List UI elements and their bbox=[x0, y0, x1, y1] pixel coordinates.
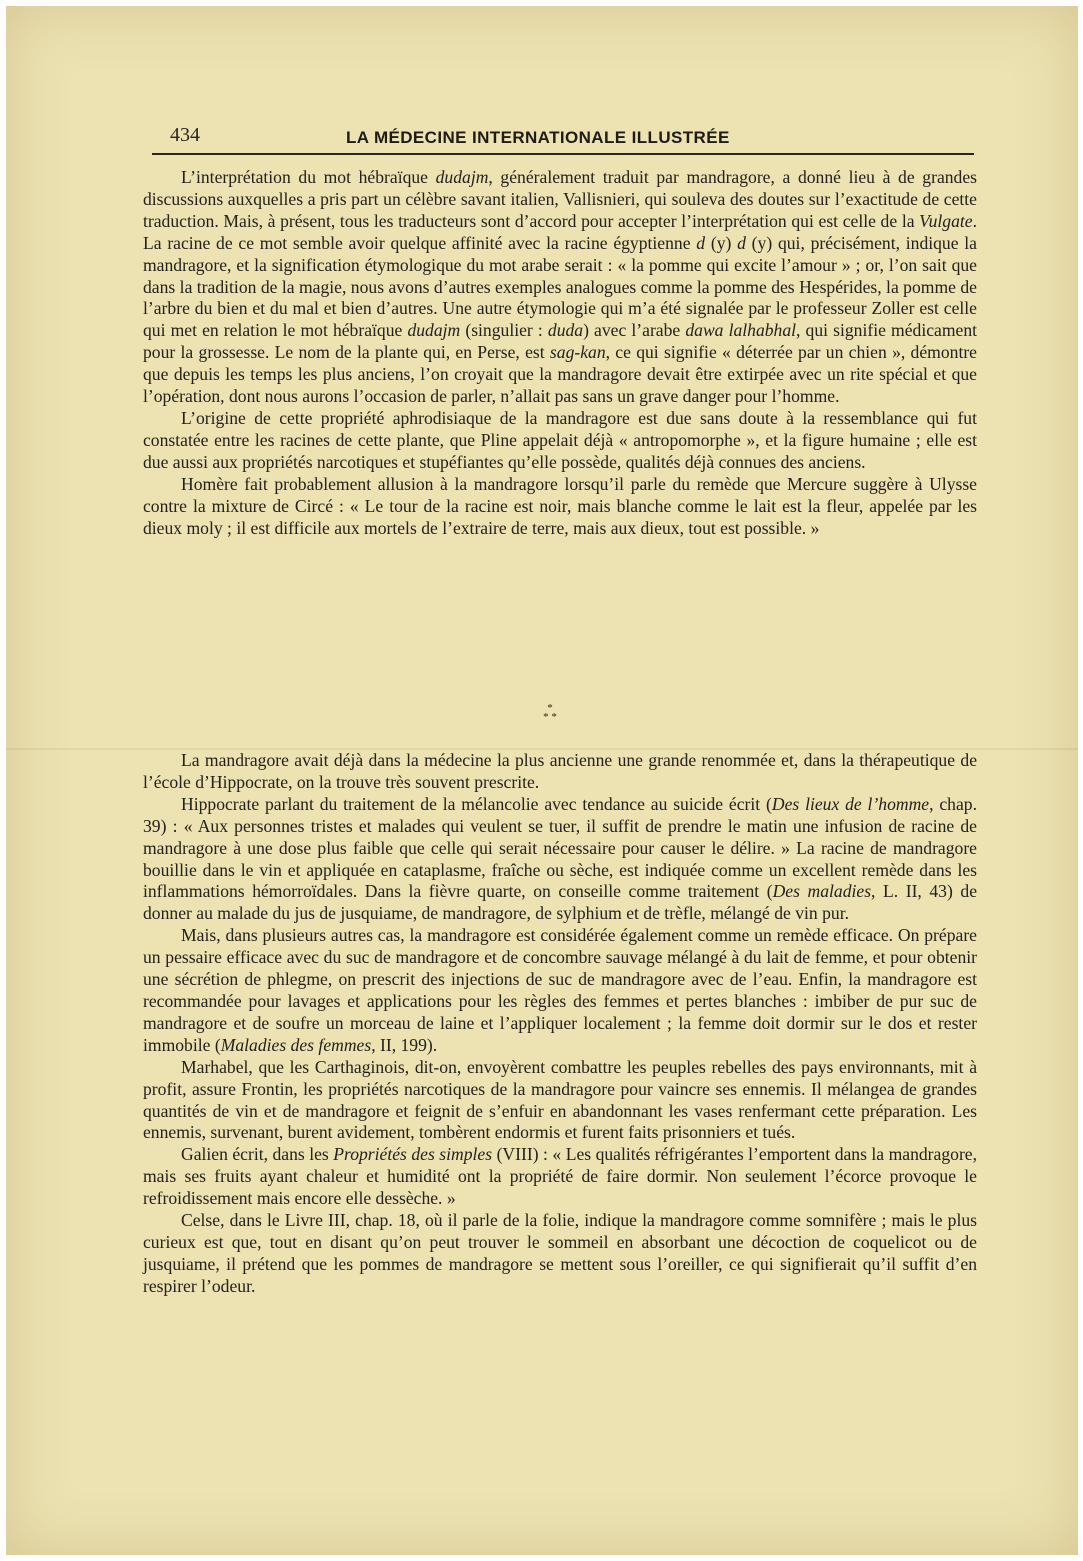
paragraph: Marhabel, que les Carthaginois, dit-on, envoyèrent combattre les peuples rebelles des pays environnants, mit à profit, assure Frontin, les propriétés narcotiques de la mandragore pour vaincre ses ennemis. Il mélangea de grandes quantités de vin et de mandragore et feignit de s’enfuir en abandonnant les vases renfermant cette préparation. Les ennemis, survenant, burent avidement, tombèrent endormis et furent faits prisonniers et tués. bbox=[143, 1056, 977, 1143]
paragraph: Mais, dans plusieurs autres cas, la mandragore est considérée également comme un remède efficace. On prépare un pessaire efficace avec du suc de mandragore et de concombre sauvage mélangé à du lait de femme, et pour obtenir une sécrétion de phlegme, on prescrit des injections de suc de mandragore avec de l’eau. Enfin, la mandragore est recommandée pour lavages et applications pour les règles des femmes et pertes blanches : imbiber de pur suc de mandragore et de soufre un morceau de laine et l’appliquer localement ; la femme doit dormir sur le dos et rester immobile (Maladies des femmes, II, 199). bbox=[143, 925, 977, 1055]
paragraph: Homère fait probablement allusion à la mandragore lorsqu’il parle du remède que Mercure suggère à Ulysse contre la mixture de Circé : « Le tour de la racine est noir, mais blanche comme le lait est la fleur, appelée par les dieux moly ; il est difficile aux mortels de l’extraire de terre, mais aux dieux, tout est possible. » bbox=[143, 473, 977, 538]
header-rule bbox=[152, 153, 974, 155]
section-separator: * * * bbox=[543, 702, 557, 723]
text-block-1 bbox=[143, 167, 977, 539]
running-title: LA MÉDECINE INTERNATIONALE ILLUSTRÉE bbox=[346, 128, 730, 147]
paragraph: La mandragore avait déjà dans la médecine la plus ancienne une grande renommée et, dans la thérapeutique de l’école d’Hippocrate, on la trouve très souvent prescrite. bbox=[143, 750, 977, 792]
paragraph: Galien écrit, dans les Propriétés des simples (VIII) : « Les qualités réfrigérantes l’emportent dans la mandragore, mais ses fruits ayant chaleur et humidité ont la propriété de faire dormir. Non seulement l’écorce provoque le refroidissement mais encore elle dessèche. » bbox=[143, 1144, 978, 1209]
text-block-2 bbox=[143, 750, 977, 1298]
paragraph: L’origine de cette propriété aphrodisiaque de la mandragore est due sans doute à la ressemblance qui fut constatée entre les racines de cette plante, que Pline appelait déjà « antropomorphe », et la figure humaine ; elle est due aussi aux propriétés narcotiques et stupéfiantes qu’elle possède, qualités déjà connues des anciens. bbox=[143, 407, 977, 472]
paragraph: Hippocrate parlant du traitement de la mélancolie avec tendance au suicide écrit (Des lieux de l’homme, chap. 39) : « Aux personnes tristes et malades qui veulent se tuer, il suffit de prendre le matin une infusion de racine de mandragore à une dose plus faible que celle qui serait nécessaire pour causer le délire. » La racine de mandragore bouillie dans le vin et appliquée en cataplasme, fraîche ou sèche, est indiquée comme un excellent remède dans les inflammations hémorroïdales. Dans la fièvre quarte, on conseille comme traitement (Des maladies, L. II, 43) de donner au malade du jus de jusquiame, de mandragore, de sylphium et de trèfle, mélangé de vin pur. bbox=[143, 793, 978, 924]
page-number: 434 bbox=[170, 124, 200, 146]
paragraph: Celse, dans le Livre III, chap. 18, où il parle de la folie, indique la mandragore comme somnifère ; mais le plus curieux est que, tout en disant qu’on peut trouver le sommeil en absorbant une décoction de coquelicot ou de jusquiame, il prétend que les pommes de mandragore se mettent sous l’oreiller, ce qui signifierait qu’il suffit d’en respirer l’odeur. bbox=[143, 1210, 977, 1296]
paragraph: L’interprétation du mot hébraïque dudajm, généralement traduit par mandragore, a donné lieu à de grandes discussions auxquelles a pris part un célèbre savant italien, Vallisnieri, qui souleva des doutes sur l’exactitude de cette traduction. Mais, à présent, tous les traducteurs sont d’accord pour accepter l’interprétation qui est celle de la Vulgate. La racine de ce mot semble avoir quelque affinité avec la racine égyptienne d (y) d (y) qui, précisément, indique la mandragore, et la signification étymologique du mot arabe serait : « la pomme qui excite l’amour » ; or, l’on sait que dans la tradition de la magie, nous avons d’autres exemples analogues comme la pomme des Hespérides, la pomme de l’arbre du bien et du mal et bien d’autres. Une autre étymologie qui m’a été signalée par le professeur Zoller est celle qui met en relation le mot hébraïque dudajm (singulier : duda) avec l’arabe dawa lalhabhal, qui signifie médicament pour la grossesse. Le nom de la plante qui, en Perse, est sag-kan, ce qui signifie « déterrée par un chien », démontre que depuis les temps les plus anciens, l’on croyait que la mandragore devait être extirpée avec un rite spécial et que l’opération, dont nous aurons l’occasion de parler, n’allait pas sans un grave danger pour l’homme. bbox=[143, 167, 978, 407]
